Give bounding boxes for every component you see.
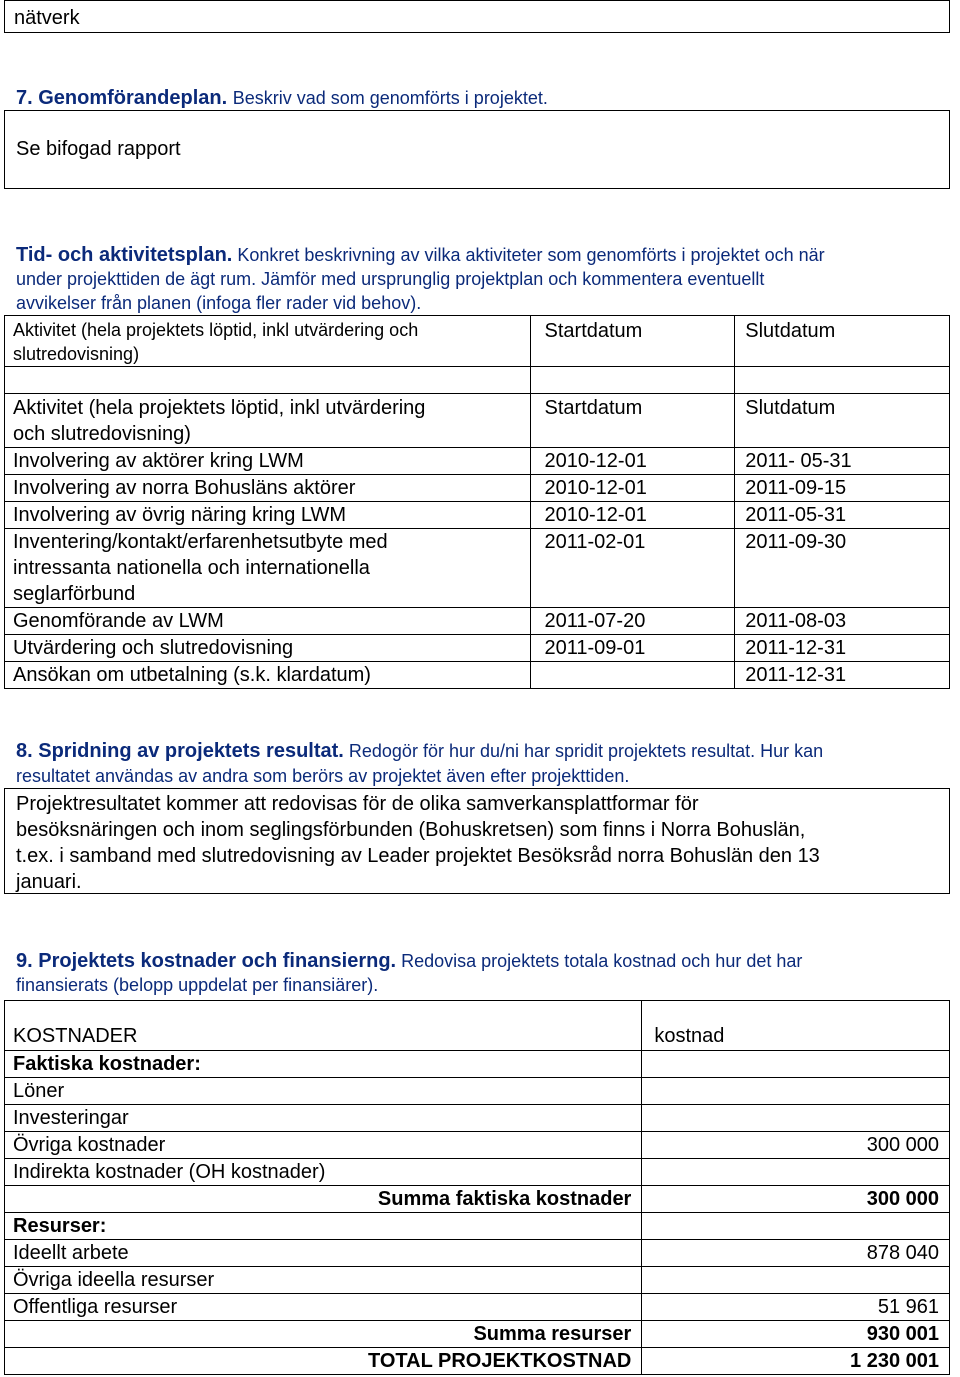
cost-label-cell: Övriga ideella resurser [5, 1267, 642, 1294]
activity-cell: Ansökan om utbetalning (s.k. klardatum) [5, 662, 531, 689]
activity-cell: Involvering av övrig näring kring LWM [5, 502, 531, 529]
section7-instruction: Beskriv vad som genomförts i projektet. [232, 88, 548, 108]
table-row [5, 1348, 950, 1375]
table-row [5, 608, 950, 635]
section7-heading [16, 85, 548, 111]
timeplan-empty-row [5, 367, 950, 394]
timeplan-heading [16, 243, 825, 267]
cost-label-cell: Offentliga resurser [5, 1294, 642, 1321]
timeplan-instruction-2: under projekttiden de ägt rum. Jämför med ursprunglig projektplan och kommentera eventuellt [16, 269, 765, 289]
activity-cell [5, 529, 531, 608]
activity-line-2: intressanta nationella och internationella [13, 557, 370, 579]
table-row [5, 1213, 950, 1240]
end-date-cell: 2011-05-31 [735, 502, 950, 529]
section9-heading [16, 949, 802, 973]
table-row [5, 448, 950, 475]
start-date-cell: 2010-12-01 [530, 475, 735, 502]
cost-amount-cell: 300 000 [642, 1132, 950, 1159]
end-date-cell: 2011-12-31 [735, 662, 950, 689]
cost-label-cell: Indirekta kostnader (OH kostnader) [5, 1159, 642, 1186]
filled-activity-line-1: Aktivitet (hela projektets löptid, inkl utvärdering [13, 397, 426, 419]
filled-start-header: Startdatum [530, 394, 735, 448]
end-date-cell: 2011- 05-31 [735, 448, 950, 475]
cost-label-cell: Löner [5, 1078, 642, 1105]
section8-instruction-1: Redogör för hur du/ni har spridit projektets resultat. Hur kan [348, 741, 824, 761]
cost-amount-cell [642, 1078, 950, 1105]
cost-amount-cell [642, 1213, 950, 1240]
table-row [5, 635, 950, 662]
table-row [5, 475, 950, 502]
cost-amount-cell [642, 1159, 950, 1186]
section8-heading [16, 739, 823, 763]
table-row [5, 1078, 950, 1105]
template-activity-line-1: Aktivitet (hela projektets löptid, inkl utvärdering och [13, 320, 419, 340]
template-activity-header [5, 316, 531, 367]
section8-answer-box [4, 788, 950, 894]
table-row [5, 529, 950, 608]
start-date-cell [530, 662, 735, 689]
start-date-cell: 2010-12-01 [530, 502, 735, 529]
end-date-cell: 2011-09-30 [735, 529, 950, 608]
start-date-cell: 2010-12-01 [530, 448, 735, 475]
timeplan-table [4, 315, 950, 689]
filled-end-header: Slutdatum [735, 394, 950, 448]
cost-header-row [5, 1001, 950, 1051]
cost-header-amount: kostnad [642, 1001, 950, 1051]
cost-amount-cell: 300 000 [642, 1186, 950, 1213]
start-date-cell: 2011-02-01 [530, 529, 735, 608]
end-date-cell: 2011-09-15 [735, 475, 950, 502]
cost-amount-cell [642, 1051, 950, 1078]
cost-amount-cell: 878 040 [642, 1240, 950, 1267]
section9-title: 9. Projektets kostnader och finansierng. [16, 950, 397, 972]
cost-label-cell: Resurser: [5, 1213, 642, 1240]
timeplan-title: Tid- och aktivitetsplan. [16, 244, 233, 266]
filled-activity-header [5, 394, 531, 448]
timeplan-instruction-3: avvikelser från planen (infoga fler rader vid behov). [16, 293, 422, 313]
cost-table [4, 1000, 950, 1375]
cost-label-cell: Ideellt arbete [5, 1240, 642, 1267]
top-text-box [4, 0, 950, 33]
cost-label-cell: Investeringar [5, 1105, 642, 1132]
activity-line-1: Inventering/kontakt/erfarenhetsutbyte med [13, 531, 388, 553]
filled-activity-line-2: och slutredovisning) [13, 423, 191, 445]
cost-amount-cell: 930 001 [642, 1321, 950, 1348]
table-row [5, 1186, 950, 1213]
activity-line-3: seglarförbund [13, 583, 136, 605]
section7-answer-box [4, 110, 950, 189]
section7-answer: Se bifogad rapport [16, 138, 181, 160]
section8-instruction-2: resultatet användas av andra som berörs av projektet även efter projekttiden. [16, 766, 630, 786]
activity-cell: Involvering av aktörer kring LWM [5, 448, 531, 475]
table-row [5, 1105, 950, 1132]
template-activity-line-2: slutredovisning) [13, 344, 140, 364]
section8-title: 8. Spridning av projektets resultat. [16, 740, 344, 762]
table-row [5, 1267, 950, 1294]
table-row [5, 1159, 950, 1186]
timeplan-template-header-row [5, 316, 950, 367]
section7-title: 7. Genomförandeplan. [16, 87, 228, 109]
cost-amount-cell [642, 1105, 950, 1132]
template-start-header: Startdatum [530, 316, 735, 367]
table-row [5, 662, 950, 689]
table-row [5, 1132, 950, 1159]
cost-header-label: KOSTNADER [5, 1001, 642, 1051]
table-row [5, 502, 950, 529]
table-row [5, 1321, 950, 1348]
start-date-cell: 2011-09-01 [530, 635, 735, 662]
cost-amount-cell [642, 1267, 950, 1294]
section8-answer-line-2: besöksnäringen och inom seglingsförbunden (Bohuskretsen) som finns i Norra Bohuslän, [16, 819, 806, 841]
end-date-cell: 2011-12-31 [735, 635, 950, 662]
table-row [5, 1240, 950, 1267]
activity-cell: Genomförande av LWM [5, 608, 531, 635]
section8-answer-line-1: Projektresultatet kommer att redovisas för de olika samverkansplattformar för [16, 793, 699, 815]
cost-label-cell: Faktiska kostnader: [5, 1051, 642, 1078]
section8-answer-line-3: t.ex. i samband med slutredovisning av Leader projektet Besöksråd norra Bohuslän den 13 [16, 845, 820, 867]
top-box-text: nätverk [14, 7, 80, 29]
template-end-header: Slutdatum [735, 316, 950, 367]
table-row [5, 1294, 950, 1321]
timeplan-instruction-1: Konkret beskrivning av vilka aktiviteter som genomförts i projektet och när [237, 245, 825, 265]
table-row [5, 1051, 950, 1078]
section8-answer-line-4: januari. [16, 871, 82, 893]
section9-instruction-1: Redovisa projektets totala kostnad och hur det har [401, 951, 803, 971]
end-date-cell: 2011-08-03 [735, 608, 950, 635]
cost-total-label-cell: TOTAL PROJEKTKOSTNAD [5, 1348, 642, 1375]
activity-cell: Utvärdering och slutredovisning [5, 635, 531, 662]
section9-instruction-2: finansierats (belopp uppdelat per finansiärer). [16, 975, 379, 995]
cost-amount-cell: 51 961 [642, 1294, 950, 1321]
cost-amount-cell: 1 230 001 [642, 1348, 950, 1375]
start-date-cell: 2011-07-20 [530, 608, 735, 635]
cost-label-cell: Övriga kostnader [5, 1132, 642, 1159]
timeplan-filled-header-row [5, 394, 950, 448]
activity-cell: Involvering av norra Bohusläns aktörer [5, 475, 531, 502]
cost-sum-label-cell: Summa faktiska kostnader [5, 1186, 642, 1213]
cost-sum-label-cell: Summa resurser [5, 1321, 642, 1348]
